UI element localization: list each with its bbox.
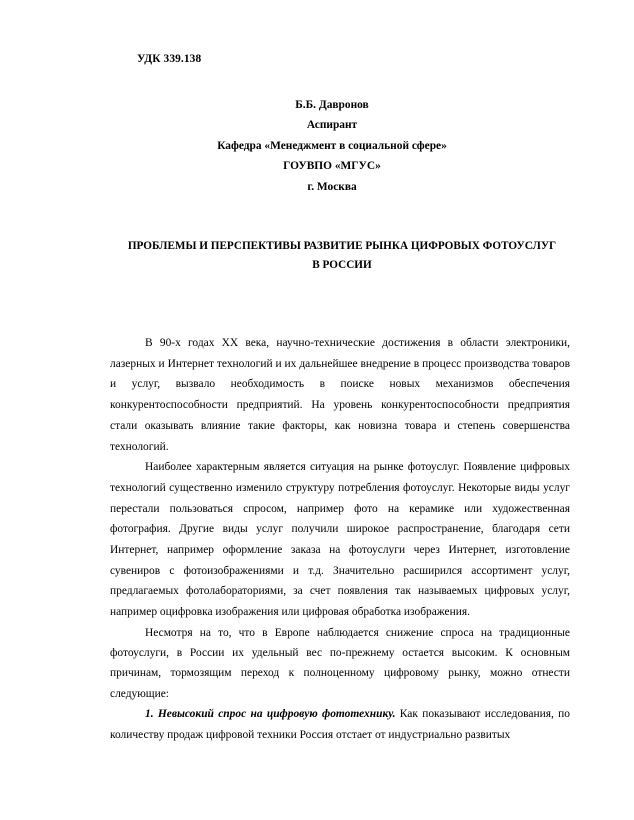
title-line-2: В РОССИИ [312, 259, 372, 272]
paragraph-4 [110, 704, 570, 745]
article-body [110, 333, 570, 745]
title-line-1: ПРОБЛЕМЫ И ПЕРСПЕКТИВЫ РАЗВИТИЕ РЫНКА ЦИФРОВЫХ ФОТОУСЛУГ [127, 240, 557, 252]
author-position: Аспирант [306, 119, 358, 132]
paragraph-3: Несмотря на то, что в Европе наблюдается снижение спроса на традиционные фотоуслуги, в России их удельный вес по-прежнему остается высоким. К основным причинам, тормозящим переход к полноценному цифровому рынку, можно отнести следующие: [110, 626, 570, 700]
paragraph-2: Наиболее характерным является ситуация на рынке фотоуслуг. Появление цифровых технологий существенно изменило структуру потребления фотоуслуг. Некоторые виды услуг перестали пользоваться спросом, например фото на керамике или художественная фотография. Другие виды услуг получили широкое распространение, благодаря сети Интернет, например оформление заказа на фотоуслуги через Интернет, изготовление сувениров с фотоизображениями и т.д. Значительно расширился ассортимент услуг, предлагаемых фотолабораториями, за счет появления так называемых цифровых услуг, например оцифровка изображения или цифровая обработка изображения. [110, 461, 570, 619]
author-city: г. Москва [307, 180, 357, 193]
paragraph-4-text: Как показывают исследования, по количеству продаж цифровой техники Россия отстает от индустриально развитых [110, 708, 570, 741]
author-institution: ГОУВПО «МГУС» [283, 160, 381, 173]
paragraph-1: В 90-х годах XX века, научно-технические достижения в области электроники, лазерных и Интернет технологий и их дальнейшее внедрение в процесс производства товаров и услуг, вызвало необходимость в поиске новых механизмов обеспечения конкурентоспособности предприятий. На уровень конкурентоспособности предприятия стали оказывать влияние такие факторы, как новизна товара и степень совершенства технологий. [110, 337, 570, 453]
paragraph-4-lead: 1. Невысокий спрос на цифровую фототехнику. [145, 708, 396, 721]
article-title [110, 237, 574, 276]
author-name: Б.Б. Давронов [295, 99, 369, 111]
author-block [0, 95, 634, 197]
udk-code: УДК 339.138 [137, 53, 202, 65]
author-department: Кафедра «Менеджмент в социальной сфере» [217, 139, 447, 152]
